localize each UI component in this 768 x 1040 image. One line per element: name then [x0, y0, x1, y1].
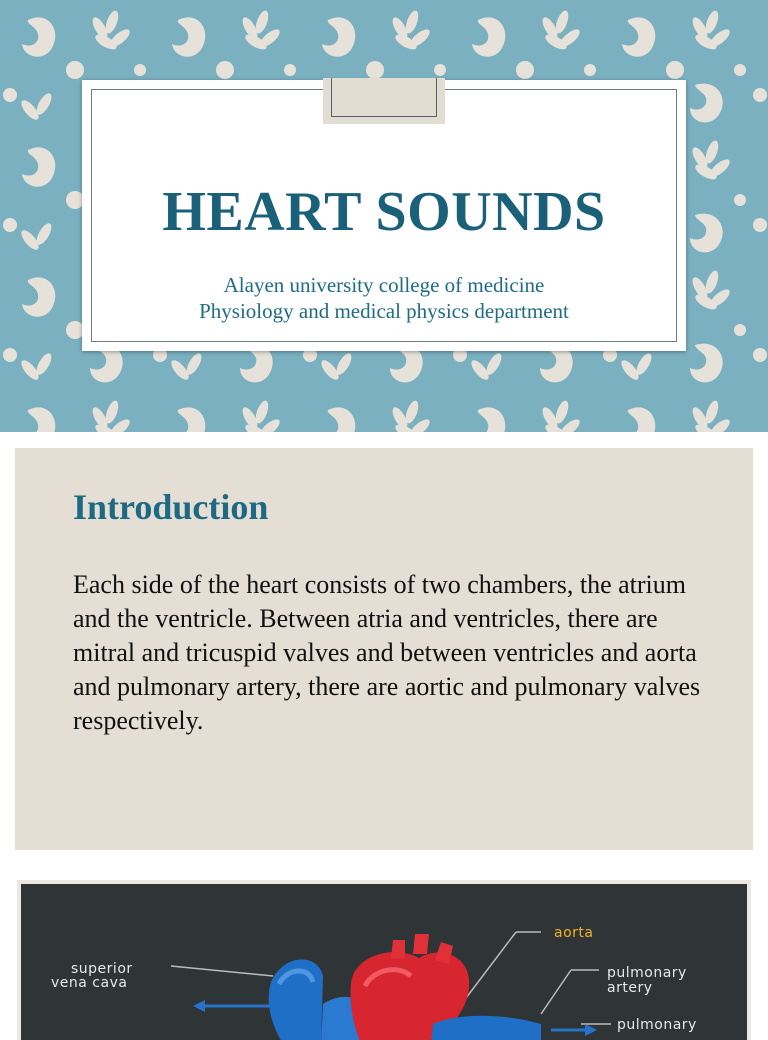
label-artery: artery: [607, 980, 653, 996]
label-superior: superior: [71, 961, 133, 977]
introduction-heading: Introduction: [73, 487, 269, 527]
label-aorta: aorta: [554, 925, 594, 941]
left-arrow-head: [193, 1000, 205, 1012]
leader-line-vena-cava: [171, 966, 273, 976]
subtitle-line-1: Alayen university college of medicine: [223, 273, 545, 297]
leader-line-pulmonary-b: [541, 970, 571, 1014]
leader-line-aorta-b: [463, 932, 516, 1002]
aorta-branch-1: [391, 940, 405, 959]
introduction-slide: [15, 448, 753, 850]
title-card-tab-inner: [331, 78, 437, 117]
slide-title: HEART SOUNDS: [162, 181, 606, 243]
subtitle-line-2: Physiology and medical physics department: [199, 299, 569, 323]
label-vena-cava: vena cava: [51, 975, 128, 991]
aorta-branch-2: [413, 934, 429, 954]
label-pulmonary: pulmonary: [607, 965, 687, 981]
pulmonary-vessel: [431, 1016, 541, 1040]
title-slide: [0, 0, 768, 432]
heart-diagram-panel: [21, 884, 747, 1040]
label-pulmonary-2: pulmonary: [617, 1017, 697, 1033]
title-card: [82, 80, 686, 351]
introduction-body: Each side of the heart consists of two chambers, the atrium and the ventricle. Between atria and ventricles, there are mitral and tricuspid valves and between ventricles and aorta and pulmonary artery, there are aortic and pulmonary valves respectively.: [73, 570, 701, 735]
title-card-tab: [323, 78, 445, 124]
right-arrow-head: [585, 1024, 597, 1036]
slide-subtitle: [82, 272, 686, 324]
heart-diagram-slide: [17, 880, 751, 1040]
